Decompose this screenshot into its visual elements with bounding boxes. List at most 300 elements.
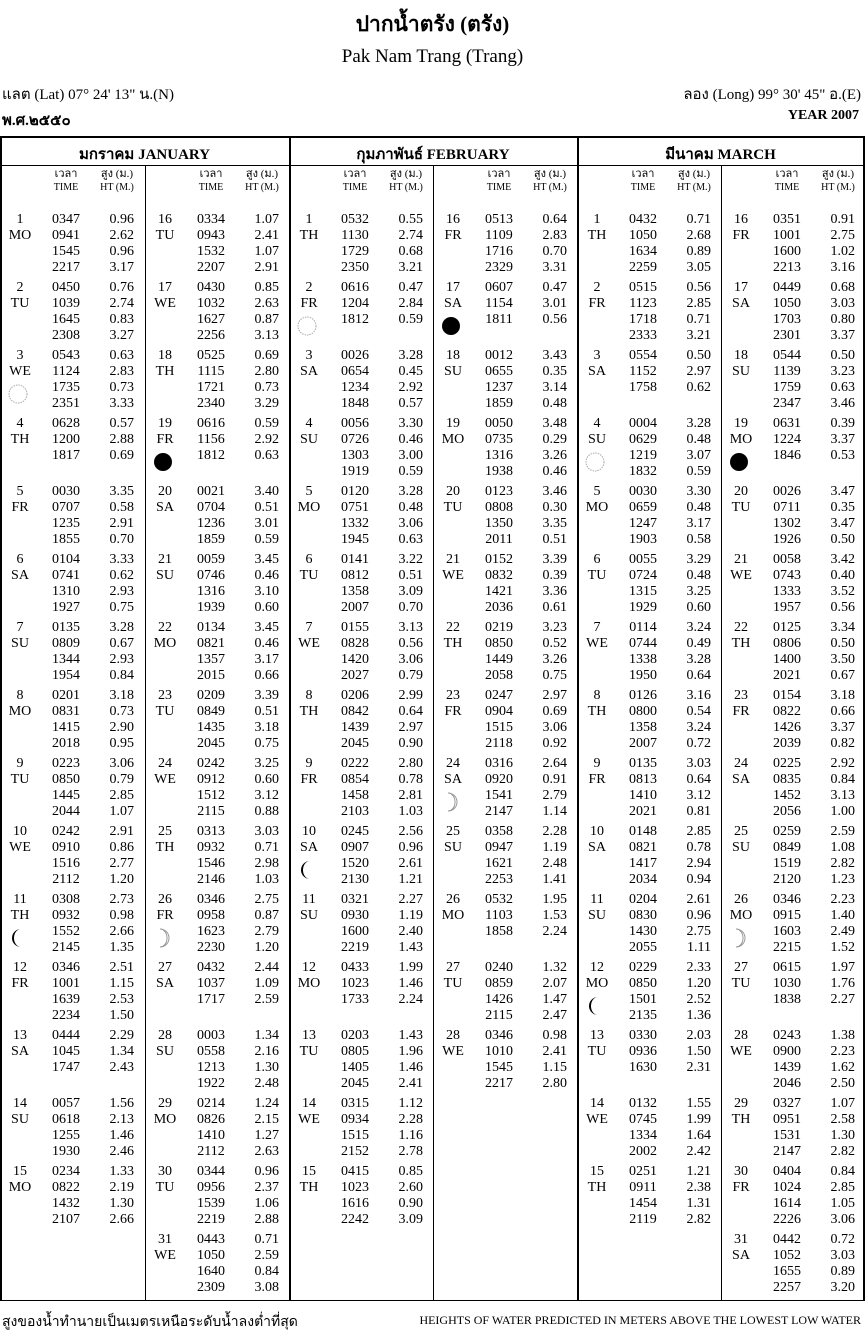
- day-number: 9: [593, 756, 601, 771]
- tide-height: 2.97: [398, 720, 423, 735]
- tide-height: 1.99: [686, 1112, 711, 1127]
- tide-time: 1045: [52, 1044, 80, 1059]
- day-number: 12: [590, 960, 604, 975]
- tide-time: 1255: [52, 1128, 80, 1143]
- tide-height: 0.63: [398, 532, 423, 547]
- tide-time: 1848: [341, 396, 369, 411]
- tide-height: 0.48: [686, 500, 711, 515]
- tide-time: 1236: [197, 516, 225, 531]
- tide-time: 0936: [629, 1044, 657, 1059]
- tide-time: 1400: [773, 652, 801, 667]
- tide-time: 0449: [773, 280, 801, 295]
- tide-height: 0.75: [109, 600, 134, 615]
- tide-height: 2.97: [686, 364, 711, 379]
- tide-time: 2215: [773, 940, 801, 955]
- day-number: 19: [734, 416, 748, 431]
- tide-time: 2145: [52, 940, 80, 955]
- tide-height: 0.39: [830, 416, 855, 431]
- tide-time: 0515: [629, 280, 657, 295]
- tide-height: 1.34: [254, 1028, 279, 1043]
- weekday: TH: [587, 228, 607, 243]
- tide-time: 2253: [485, 872, 513, 887]
- tide-height: 1.50: [686, 1044, 711, 1059]
- tide-time: 2107: [52, 1212, 80, 1227]
- tide-height: 0.47: [542, 280, 567, 295]
- tide-height: 0.59: [254, 416, 279, 431]
- tide-height: 3.46: [542, 484, 567, 499]
- tide-height: 2.33: [686, 960, 711, 975]
- tide-height: 0.95: [109, 736, 134, 751]
- tide-height: 0.73: [254, 380, 279, 395]
- tide-height: 2.27: [398, 892, 423, 907]
- tide-time: 1213: [197, 1060, 225, 1075]
- tide-height: 0.72: [686, 736, 711, 751]
- tide-time: 1224: [773, 432, 801, 447]
- latitude: แลต (Lat) 07° 24' 13" น.(N): [2, 87, 174, 103]
- weekday: SA: [156, 500, 174, 515]
- tide-height: 3.23: [542, 620, 567, 635]
- tide-height: 0.46: [254, 568, 279, 583]
- tide-height: 1.24: [254, 1096, 279, 1111]
- tide-time: 0743: [773, 568, 801, 583]
- tide-time: 1344: [52, 652, 80, 667]
- tide-time: 1519: [773, 856, 801, 871]
- tide-height: 1.15: [109, 976, 134, 991]
- weekday: TU: [443, 500, 463, 515]
- day-number: 23: [734, 688, 748, 703]
- weekday: SA: [300, 840, 318, 855]
- tide-time: 0404: [773, 1164, 801, 1179]
- tide-height: 3.07: [686, 448, 711, 463]
- tide-height: 2.47: [542, 1008, 567, 1023]
- day-number: 1: [593, 212, 601, 227]
- tide-time: 0055: [629, 552, 657, 567]
- tide-height: 3.33: [109, 396, 134, 411]
- month-header: กุมภาพันธ์ FEBRUARY: [356, 147, 510, 163]
- tide-height: 2.59: [254, 992, 279, 1007]
- tide-time: 2213: [773, 260, 801, 275]
- tide-height: 1.14: [542, 804, 567, 819]
- tide-time: 0831: [52, 704, 80, 719]
- tide-height: 3.29: [686, 552, 711, 567]
- tide-time: 0904: [485, 704, 513, 719]
- tide-height: 3.16: [830, 260, 855, 275]
- day-number: 15: [590, 1164, 604, 1179]
- day-number: 2: [16, 280, 24, 295]
- day-number: 16: [446, 212, 460, 227]
- tide-height: 1.19: [542, 840, 567, 855]
- tide-height: 2.81: [398, 788, 423, 803]
- tide-height: 1.96: [398, 1044, 423, 1059]
- day-number: 22: [158, 620, 172, 635]
- tide-time: 0141: [341, 552, 369, 567]
- tide-height: 0.79: [109, 772, 134, 787]
- tide-time: 0058: [773, 552, 801, 567]
- tide-time: 0850: [52, 772, 80, 787]
- weekday: SU: [300, 432, 318, 447]
- tide-height: 2.49: [830, 924, 855, 939]
- tide-time: 2119: [629, 1212, 657, 1227]
- tide-time: 1052: [773, 1248, 801, 1263]
- tide-time: 1950: [629, 668, 657, 683]
- tide-time: 2021: [629, 804, 657, 819]
- tide-height: 2.48: [542, 856, 567, 871]
- tide-height: 2.93: [109, 652, 134, 667]
- tide-time: 0327: [773, 1096, 801, 1111]
- moon-first-icon: [729, 928, 749, 948]
- tide-time: 0828: [341, 636, 369, 651]
- tide-height: 0.46: [542, 464, 567, 479]
- tide-height: 3.17: [109, 260, 134, 275]
- weekday: SU: [588, 432, 606, 447]
- tide-height: 1.46: [109, 1128, 134, 1143]
- tide-time: 1929: [629, 600, 657, 615]
- moon-last-icon: [585, 996, 605, 1016]
- tide-time: 0813: [629, 772, 657, 787]
- tide-height: 1.07: [254, 212, 279, 227]
- tide-time: 0234: [52, 1164, 80, 1179]
- tide-height: 3.25: [254, 756, 279, 771]
- tide-time: 0806: [773, 636, 801, 651]
- tide-time: 1316: [485, 448, 513, 463]
- tide-height: 2.91: [109, 516, 134, 531]
- tide-time: 1430: [629, 924, 657, 939]
- weekday: FR: [11, 976, 29, 991]
- tide-time: 1421: [485, 584, 513, 599]
- tide-height: 1.19: [398, 908, 423, 923]
- day-number: 13: [13, 1028, 27, 1043]
- tide-height: 1.97: [830, 960, 855, 975]
- tide-time: 0243: [773, 1028, 801, 1043]
- day-number: 21: [734, 552, 748, 567]
- tide-height: 0.51: [398, 568, 423, 583]
- tide-time: 1938: [485, 464, 513, 479]
- tide-height: 2.48: [254, 1076, 279, 1091]
- tide-time: 0744: [629, 636, 657, 651]
- tide-time: 1838: [773, 992, 801, 1007]
- tide-time: 0432: [197, 960, 225, 975]
- tide-time: 2018: [52, 736, 80, 751]
- tide-time: 0223: [52, 756, 80, 771]
- tide-time: 0615: [773, 960, 801, 975]
- tide-height: 2.66: [109, 924, 134, 939]
- day-number: 2: [593, 280, 601, 295]
- tide-time: 1449: [485, 652, 513, 667]
- tide-time: 1303: [341, 448, 369, 463]
- weekday: FR: [732, 704, 750, 719]
- tide-time: 0850: [485, 636, 513, 651]
- time-column-header: เวลา TIME: [198, 168, 224, 193]
- tide-height: 3.43: [542, 348, 567, 363]
- page-title-thai: ปากน้ำตรัง (ตรัง): [355, 12, 510, 36]
- tide-time: 1316: [197, 584, 225, 599]
- tide-time: 1010: [485, 1044, 513, 1059]
- tide-time: 1050: [773, 296, 801, 311]
- tide-height: 0.50: [830, 532, 855, 547]
- tide-height: 0.89: [686, 244, 711, 259]
- tide-time: 0430: [197, 280, 225, 295]
- day-number: 25: [446, 824, 460, 839]
- tide-time: 2219: [197, 1212, 225, 1227]
- tide-height: 0.78: [398, 772, 423, 787]
- tide-time: 0850: [629, 976, 657, 991]
- tide-time: 0835: [773, 772, 801, 787]
- weekday: SA: [444, 772, 462, 787]
- tide-time: 1759: [773, 380, 801, 395]
- moon-full-icon: [8, 384, 28, 404]
- tide-height: 3.03: [830, 1248, 855, 1263]
- weekday: TH: [10, 432, 30, 447]
- tide-height: 0.35: [830, 500, 855, 515]
- tide-height: 2.62: [109, 228, 134, 243]
- tide-height: 2.28: [542, 824, 567, 839]
- tide-height: 3.28: [686, 416, 711, 431]
- tide-time: 0943: [197, 228, 225, 243]
- tide-time: 1050: [629, 228, 657, 243]
- tide-time: 2135: [629, 1008, 657, 1023]
- tide-time: 2021: [773, 668, 801, 683]
- tide-height: 0.98: [109, 908, 134, 923]
- tide-height: 0.72: [830, 1232, 855, 1247]
- tide-time: 0915: [773, 908, 801, 923]
- tide-time: 2146: [197, 872, 225, 887]
- weekday: MO: [297, 976, 321, 991]
- day-number: 26: [158, 892, 172, 907]
- tide-time: 1640: [197, 1264, 225, 1279]
- weekday: SA: [732, 1248, 750, 1263]
- day-number: 12: [13, 960, 27, 975]
- tide-time: 0800: [629, 704, 657, 719]
- day-number: 9: [16, 756, 24, 771]
- tide-height: 1.46: [398, 1060, 423, 1075]
- tide-height: 2.75: [254, 892, 279, 907]
- tide-height: 3.34: [830, 620, 855, 635]
- tide-height: 0.45: [398, 364, 423, 379]
- tide-height: 2.19: [109, 1180, 134, 1195]
- tide-height: 3.14: [542, 380, 567, 395]
- weekday: WE: [442, 1044, 464, 1059]
- tide-time: 0209: [197, 688, 225, 703]
- day-number: 5: [593, 484, 601, 499]
- weekday: WE: [730, 568, 752, 583]
- tide-time: 0932: [52, 908, 80, 923]
- tide-height: 2.41: [398, 1076, 423, 1091]
- tide-height: 2.60: [398, 1180, 423, 1195]
- weekday: WE: [298, 636, 320, 651]
- tide-height: 1.55: [686, 1096, 711, 1111]
- tide-height: 2.98: [254, 856, 279, 871]
- tide-height: 3.46: [830, 396, 855, 411]
- tide-time: 0907: [341, 840, 369, 855]
- tide-height: 1.05: [830, 1196, 855, 1211]
- month-header: มกราคม JANUARY: [78, 147, 211, 163]
- tide-height: 0.50: [830, 348, 855, 363]
- weekday: MO: [441, 908, 465, 923]
- tide-height: 0.91: [542, 772, 567, 787]
- tide-height: 2.51: [109, 960, 134, 975]
- tide-height: 0.59: [398, 312, 423, 327]
- tide-height: 2.59: [830, 824, 855, 839]
- tide-height: 3.29: [254, 396, 279, 411]
- tide-time: 2130: [341, 872, 369, 887]
- tide-time: 0724: [629, 568, 657, 583]
- tide-time: 1154: [485, 296, 513, 311]
- tide-time: 0021: [197, 484, 225, 499]
- tide-time: 0004: [629, 416, 657, 431]
- tide-time: 0558: [197, 1044, 225, 1059]
- weekday: FR: [588, 296, 606, 311]
- tide-height: 1.07: [109, 804, 134, 819]
- tide-height: 0.84: [830, 1164, 855, 1179]
- day-number: 11: [13, 892, 27, 907]
- weekday: TU: [155, 228, 175, 243]
- tide-height: 3.06: [398, 652, 423, 667]
- tide-height: 2.79: [542, 788, 567, 803]
- tide-time: 2308: [52, 328, 80, 343]
- tide-height: 2.44: [254, 960, 279, 975]
- tide-height: 2.92: [398, 380, 423, 395]
- tide-height: 2.23: [830, 892, 855, 907]
- tide-height: 1.36: [686, 1008, 711, 1023]
- tide-time: 0805: [341, 1044, 369, 1059]
- tide-time: 1333: [773, 584, 801, 599]
- tide-time: 2045: [341, 736, 369, 751]
- tide-time: 0245: [341, 824, 369, 839]
- tide-height: 0.48: [686, 432, 711, 447]
- weekday: MO: [729, 432, 753, 447]
- tide-time: 0812: [341, 568, 369, 583]
- tide-time: 0059: [197, 552, 225, 567]
- tide-time: 0222: [341, 756, 369, 771]
- tide-height: 0.63: [109, 348, 134, 363]
- weekday: MO: [585, 500, 609, 515]
- tide-time: 1432: [52, 1196, 80, 1211]
- tide-time: 2011: [485, 532, 513, 547]
- tide-height: 0.59: [686, 464, 711, 479]
- tide-time: 1139: [773, 364, 801, 379]
- tide-height: 0.47: [398, 280, 423, 295]
- tide-height: 1.43: [398, 940, 423, 955]
- day-number: 15: [13, 1164, 27, 1179]
- weekday: TU: [443, 976, 463, 991]
- day-number: 27: [446, 960, 460, 975]
- day-number: 31: [158, 1232, 172, 1247]
- tide-time: 0315: [341, 1096, 369, 1111]
- tide-time: 1552: [52, 924, 80, 939]
- weekday: WE: [9, 364, 31, 379]
- tide-time: 1515: [341, 1128, 369, 1143]
- day-number: 1: [16, 212, 24, 227]
- weekday: TU: [731, 500, 751, 515]
- tide-height: 0.69: [254, 348, 279, 363]
- day-number: 17: [734, 280, 748, 295]
- tide-time: 1338: [629, 652, 657, 667]
- tide-height: 2.97: [542, 688, 567, 703]
- tide-time: 0951: [773, 1112, 801, 1127]
- tide-time: 2259: [629, 260, 657, 275]
- tide-time: 1531: [773, 1128, 801, 1143]
- tide-height: 2.27: [830, 992, 855, 1007]
- tide-time: 0120: [341, 484, 369, 499]
- tide-time: 1903: [629, 532, 657, 547]
- tide-height: 3.24: [686, 720, 711, 735]
- tide-time: 1417: [629, 856, 657, 871]
- tide-time: 0631: [773, 416, 801, 431]
- weekday: TH: [155, 840, 175, 855]
- weekday: FR: [444, 704, 462, 719]
- tide-height: 3.24: [686, 620, 711, 635]
- tide-height: 3.09: [398, 584, 423, 599]
- tide-time: 1103: [485, 908, 513, 923]
- day-number: 24: [734, 756, 748, 771]
- tide-height: 0.66: [254, 668, 279, 683]
- tide-height: 1.99: [398, 960, 423, 975]
- tide-time: 0057: [52, 1096, 80, 1111]
- tide-height: 3.39: [542, 552, 567, 567]
- weekday: SU: [444, 364, 462, 379]
- tide-height: 3.28: [398, 348, 423, 363]
- tide-time: 1812: [341, 312, 369, 327]
- weekday: SA: [11, 568, 29, 583]
- tide-height: 0.92: [542, 736, 567, 751]
- tide-time: 1334: [629, 1128, 657, 1143]
- tide-time: 2120: [773, 872, 801, 887]
- tide-height: 2.59: [254, 1248, 279, 1263]
- tide-height: 3.37: [830, 432, 855, 447]
- tide-height: 2.15: [254, 1112, 279, 1127]
- tide-time: 1603: [773, 924, 801, 939]
- tide-time: 1219: [629, 448, 657, 463]
- tide-height: 3.35: [542, 516, 567, 531]
- tide-height: 2.43: [109, 1060, 134, 1075]
- tide-height: 1.32: [542, 960, 567, 975]
- tide-height: 2.63: [254, 1144, 279, 1159]
- tide-height: 3.31: [542, 260, 567, 275]
- tide-height: 2.29: [109, 1028, 134, 1043]
- tide-time: 0711: [773, 500, 801, 515]
- tide-time: 1817: [52, 448, 80, 463]
- tide-height: 2.82: [686, 1212, 711, 1227]
- tide-time: 0956: [197, 1180, 225, 1195]
- moon-new-icon: [441, 316, 461, 336]
- tide-time: 2217: [485, 1076, 513, 1091]
- tide-time: 0003: [197, 1028, 225, 1043]
- day-number: 16: [158, 212, 172, 227]
- tide-time: 0203: [341, 1028, 369, 1043]
- weekday: TU: [155, 1180, 175, 1195]
- weekday: TU: [155, 704, 175, 719]
- tide-height: 1.46: [398, 976, 423, 991]
- weekday: SU: [732, 364, 750, 379]
- grid-bottom-rule: [0, 1300, 865, 1301]
- tide-height: 3.27: [109, 328, 134, 343]
- tide-time: 1050: [197, 1248, 225, 1263]
- weekday: TH: [443, 636, 463, 651]
- day-number: 1: [305, 212, 313, 227]
- tide-height: 2.75: [830, 228, 855, 243]
- tide-time: 1204: [341, 296, 369, 311]
- tide-height: 3.06: [109, 756, 134, 771]
- tide-time: 0330: [629, 1028, 657, 1043]
- tide-time: 0932: [197, 840, 225, 855]
- tide-time: 2347: [773, 396, 801, 411]
- tide-height: 0.83: [109, 312, 134, 327]
- tide-height: 0.55: [398, 212, 423, 227]
- tide-height: 1.20: [109, 872, 134, 887]
- tide-height: 2.31: [686, 1060, 711, 1075]
- tide-time: 1627: [197, 312, 225, 327]
- tide-time: 0242: [197, 756, 225, 771]
